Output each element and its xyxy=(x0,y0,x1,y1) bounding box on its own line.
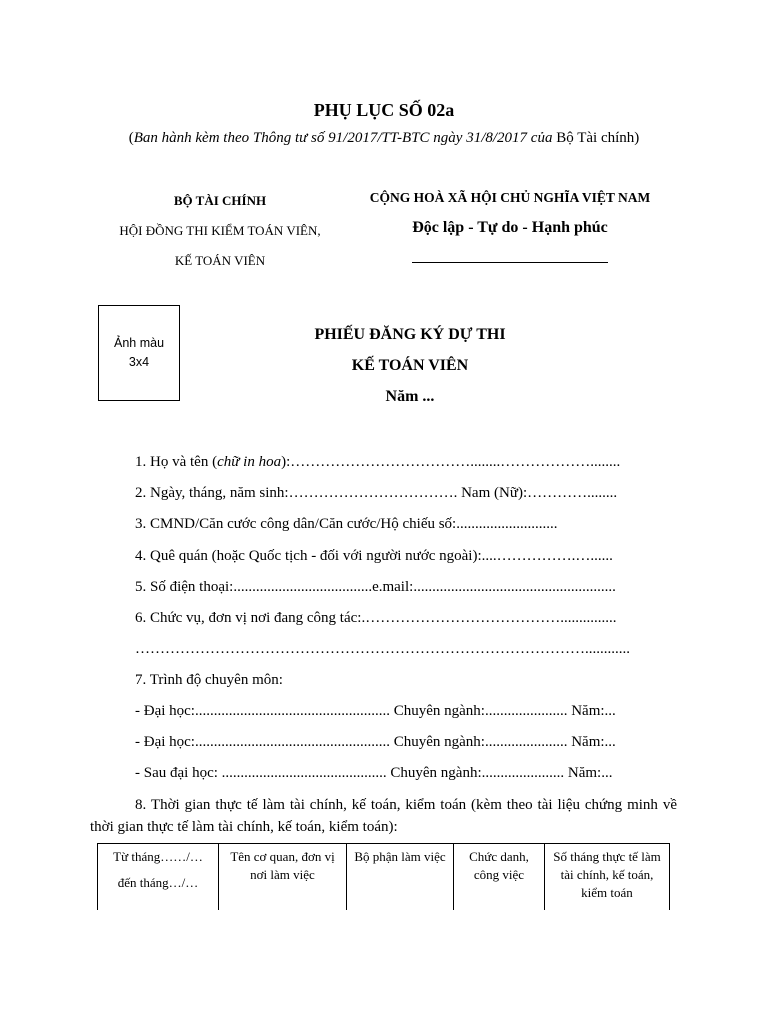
document-title: PHỤ LỤC SỐ 02a xyxy=(313,100,455,120)
experience-table xyxy=(97,843,670,910)
field-full-name-hint: chữ in hoa xyxy=(217,454,282,470)
field-birth-date-gender: 2. Ngày, tháng, năm sinh:……………………………. Nam (Nữ):…………........ xyxy=(135,485,618,501)
field-postgraduate: - Sau đại học: ............................................ Chuyên ngành:...................... Năm:... xyxy=(135,765,613,781)
col-department: Bộ phận làm việc xyxy=(347,844,454,911)
col-period-to: đến tháng…/… xyxy=(117,875,199,890)
form-subtitle: KẾ TOÁN VIÊN xyxy=(351,357,469,374)
field-full-name-blank: ):………………………………........………………........ xyxy=(281,454,621,470)
col-period xyxy=(98,844,219,911)
subtitle-paren-close: ) xyxy=(634,130,640,146)
subtitle-ministry: Bộ Tài chính xyxy=(556,130,635,146)
field-id-number: 3. CMND/Căn cước công dân/Căn cước/Hộ chiếu số:........................... xyxy=(135,516,558,532)
field-university-2: - Đại học:.................................................... Chuyên ngành:...................... Năm:... xyxy=(135,734,616,750)
photo-placeholder xyxy=(98,305,180,401)
council-name-line1: HỘI ĐỒNG THI KIỂM TOÁN VIÊN, xyxy=(119,223,321,238)
motto-underline xyxy=(412,262,608,263)
subtitle-paren-open: ( xyxy=(128,130,134,146)
document-subtitle xyxy=(0,130,768,147)
subtitle-italic: Ban hành kèm theo Thông tư số 91/2017/TT-BTC ngày 31/8/2017 của xyxy=(133,130,557,146)
col-job-title: Chức danh, công việc xyxy=(454,844,545,911)
col-months-experience: Số tháng thực tế làm tài chính, kế toán, kiểm toán xyxy=(545,844,670,911)
council-name-line2: KẾ TOÁN VIÊN xyxy=(174,253,266,268)
nation-name: CỘNG HOÀ XÃ HỘI CHỦ NGHĨA VIỆT NAM xyxy=(369,190,651,205)
left-heading xyxy=(90,186,350,276)
field-qualification: 7. Trình độ chuyên môn: xyxy=(135,672,283,688)
photo-size: 3x4 xyxy=(128,355,150,369)
field-work-experience: 8. Thời gian thực tế làm tài chính, kế toán, kiểm toán (kèm theo tài liệu chứng minh về thời gian thực tế làm tài chính, kế toán, kiểm toán): xyxy=(90,797,677,835)
field-position-workplace: 6. Chức vụ, đơn vị nơi đang công tác:.…………………………………............... xyxy=(135,610,617,626)
field-full-name xyxy=(135,452,659,472)
ministry-name: BỘ TÀI CHÍNH xyxy=(173,193,267,208)
field-position-workplace-continued: ………………………………………………………………………………............ xyxy=(135,641,630,657)
field-phone-email: 5. Số điện thoại:.....................................e.mail:...................................................... xyxy=(135,579,616,595)
photo-label: Ảnh màu xyxy=(113,336,165,350)
national-motto: Độc lập - Tự do - Hạnh phúc xyxy=(412,219,608,236)
col-period-from: Từ tháng……/… xyxy=(113,849,203,864)
col-organization: Tên cơ quan, đơn vị nơi làm việc xyxy=(219,844,347,911)
field-university-1: - Đại học:.................................................... Chuyên ngành:...................... Năm:... xyxy=(135,703,616,719)
field-hometown: 4. Quê quán (hoặc Quốc tịch - đối với người nước ngoài):....…………….…...... xyxy=(135,548,613,564)
form-year: Năm ... xyxy=(385,388,435,405)
field-full-name-label: 1. Họ và tên ( xyxy=(135,454,218,470)
form-title: PHIẾU ĐĂNG KÝ DỰ THI xyxy=(314,326,506,343)
experience-table-header-row xyxy=(98,844,670,911)
